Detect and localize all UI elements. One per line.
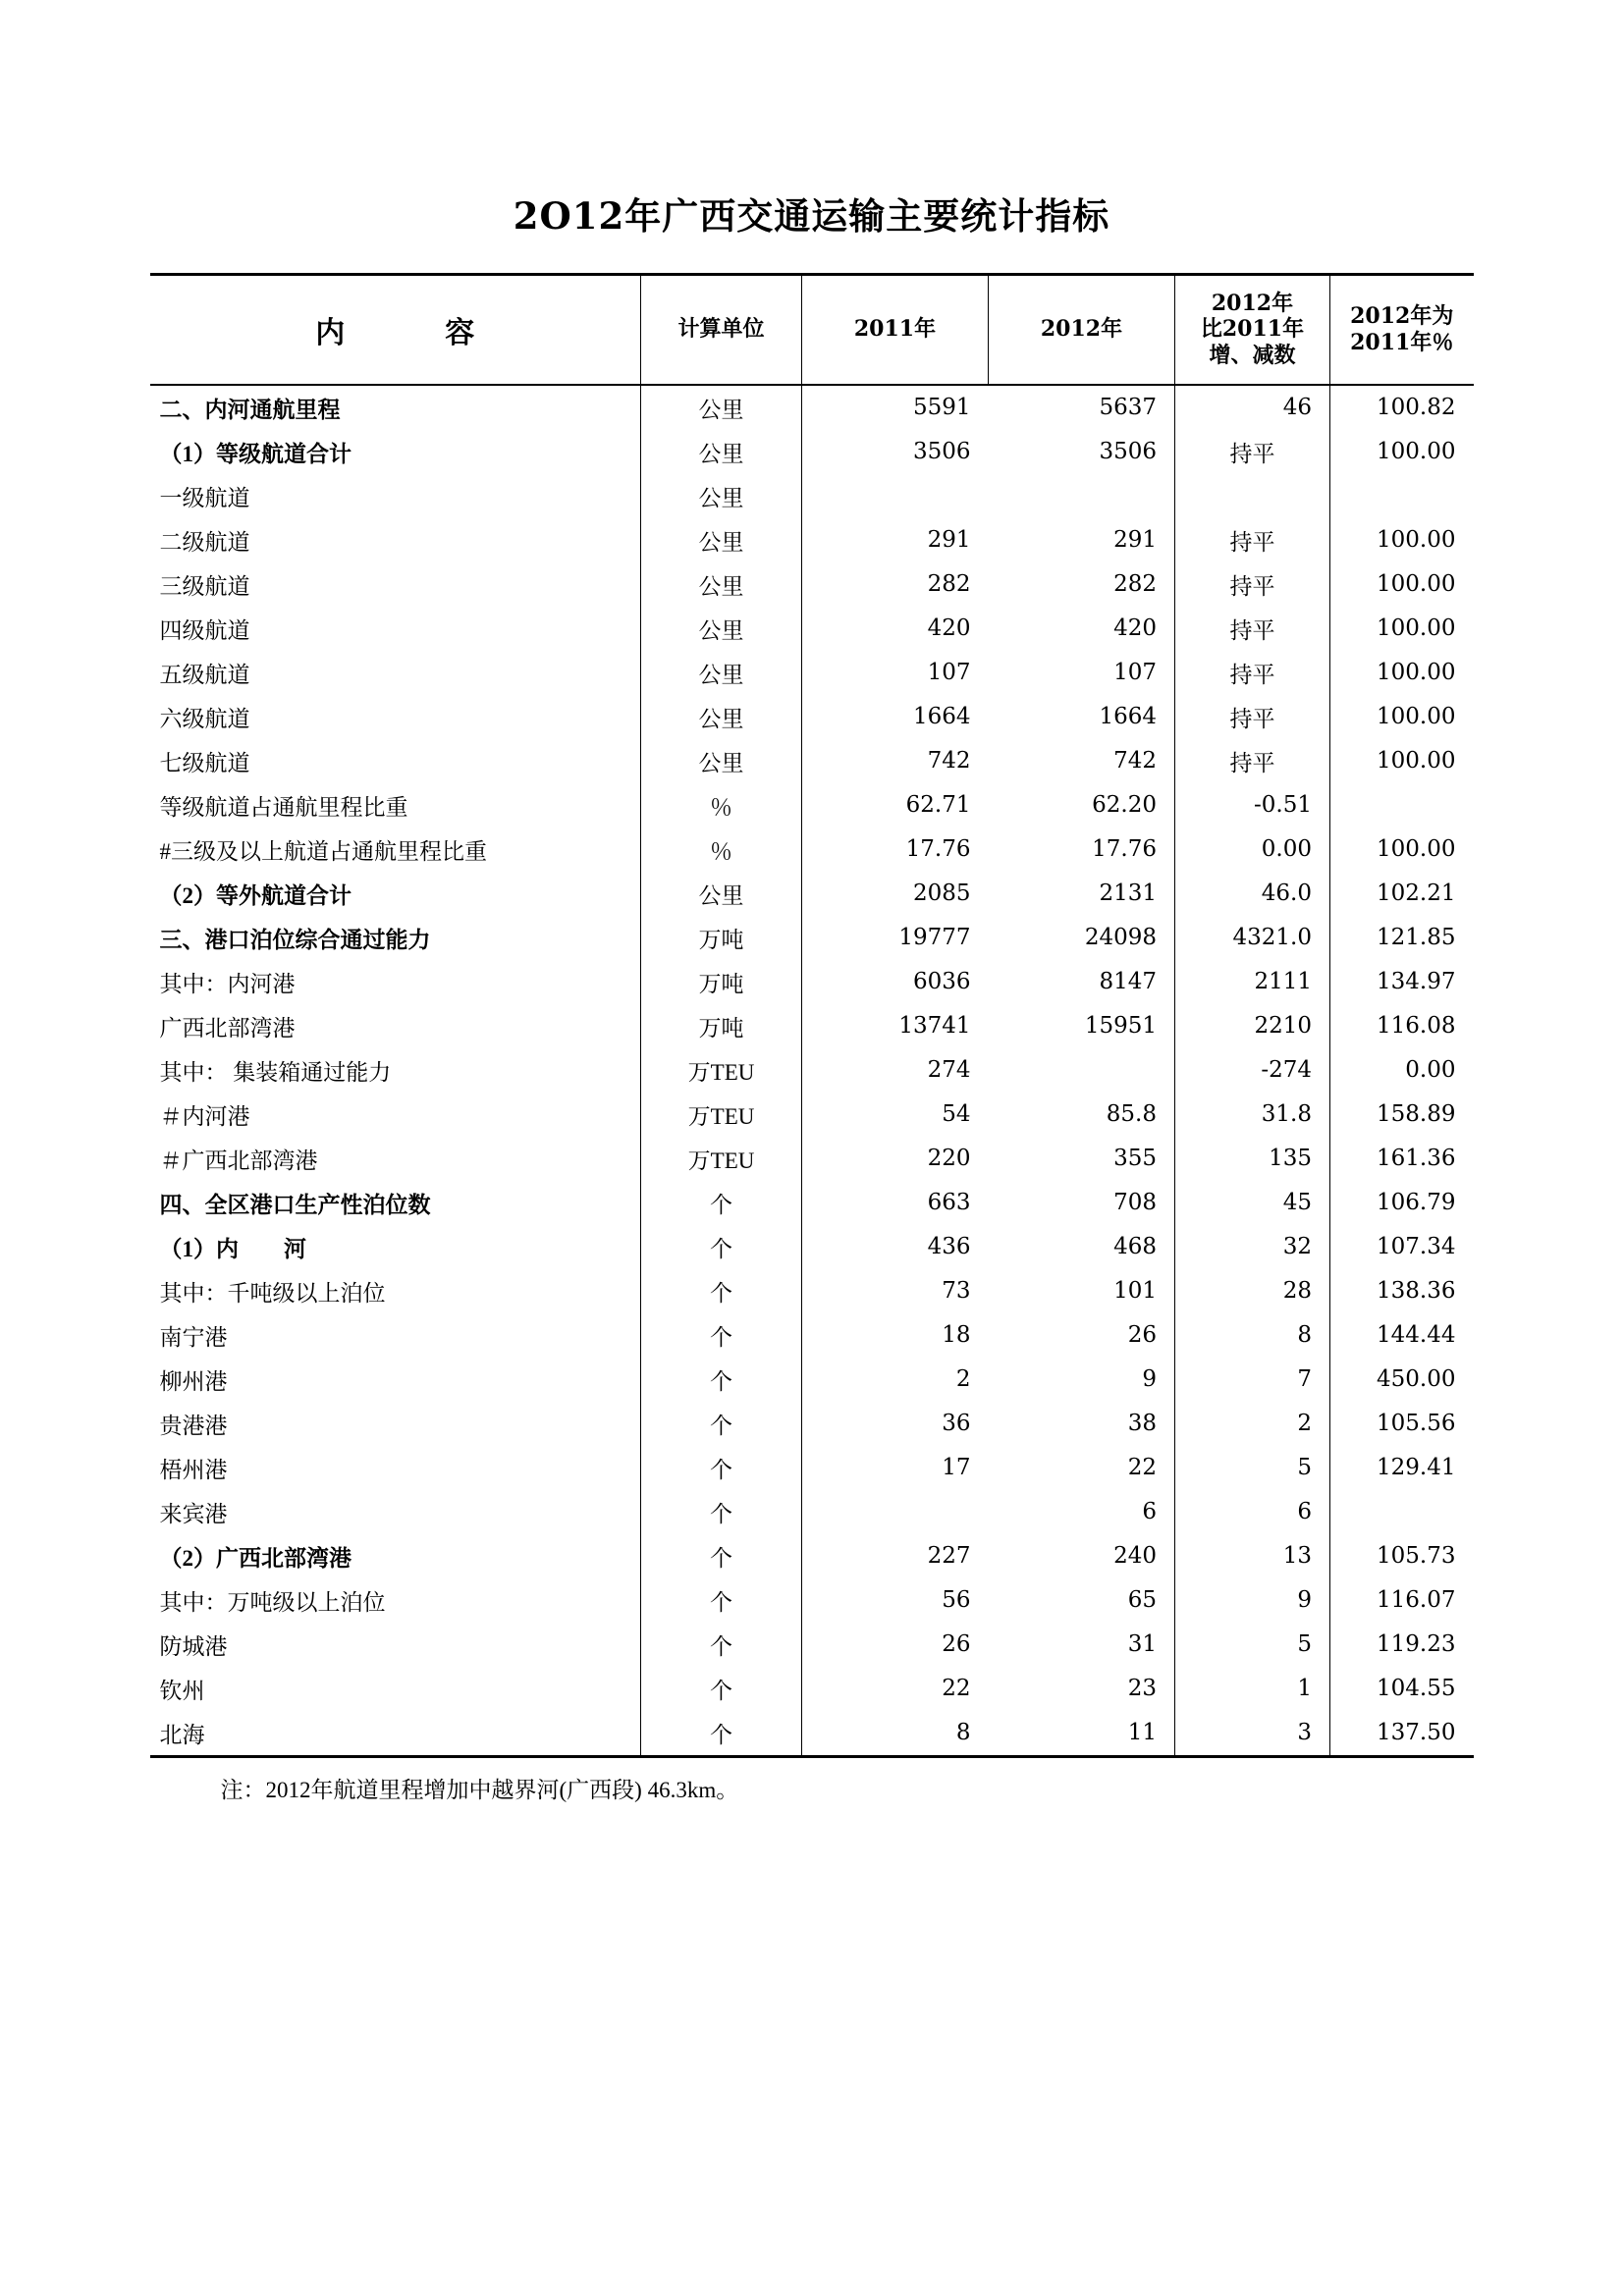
row-value-percent: 105.73 xyxy=(1377,1543,1456,1569)
row-unit: 个 xyxy=(641,1313,802,1358)
row-unit: 个 xyxy=(641,1269,802,1313)
row-value-difference: -274 xyxy=(1175,1048,1330,1093)
row-label: （1）等级航道合计 xyxy=(159,441,352,466)
row-value-2011: 2 xyxy=(955,1366,971,1392)
row-value-2012: 11 xyxy=(989,1711,1175,1757)
table-note: 注：2012年航道里程增加中越界河(广西段) 46.3km。 xyxy=(220,1777,739,1802)
row-unit: 公里 xyxy=(641,474,802,518)
row-label: 防城港 xyxy=(159,1633,228,1659)
row-value-2012: 31 xyxy=(1127,1631,1157,1657)
row-value-difference: 1 xyxy=(1175,1667,1330,1711)
row-value-difference: 28 xyxy=(1175,1269,1330,1313)
row-value-2012: 38 xyxy=(1127,1411,1157,1436)
row-unit: 万吨 xyxy=(641,916,802,960)
row-unit: 个 xyxy=(641,1446,802,1490)
row-value-percent: 129.41 xyxy=(1377,1455,1456,1480)
row-value-2012: 291 xyxy=(1113,527,1157,553)
row-value-difference: 7 xyxy=(1175,1358,1330,1402)
row-value-2011: 62.71 xyxy=(905,792,971,818)
column-header-2011: 2011年 xyxy=(802,275,989,385)
row-label: （2）等外航道合计 xyxy=(159,882,352,908)
row-label: 柳州港 xyxy=(159,1368,228,1394)
row-label: 六级航道 xyxy=(159,706,250,731)
row-value-2012 xyxy=(989,474,1175,518)
row-value-difference: 持平 xyxy=(1175,695,1330,739)
table-row xyxy=(150,960,1474,1004)
row-value-2012: 65 xyxy=(1127,1587,1157,1613)
row-value-percent xyxy=(1330,474,1474,518)
row-value-2011: 56 xyxy=(942,1587,971,1613)
table-body xyxy=(150,385,1474,1757)
row-label: 等级航道占通航里程比重 xyxy=(159,794,408,820)
table-row xyxy=(150,651,1474,695)
row-value-2011: 282 xyxy=(927,571,971,597)
row-value-percent: 107.34 xyxy=(1377,1234,1456,1259)
row-label: ＃广西北部湾港 xyxy=(159,1148,318,1173)
row-value-difference: 持平 xyxy=(1175,607,1330,651)
row-label: 钦州 xyxy=(159,1678,205,1703)
row-unit: 个 xyxy=(641,1711,802,1757)
row-unit: 万TEU xyxy=(641,1093,802,1137)
row-value-2012: 742 xyxy=(1113,748,1157,774)
row-value-2012 xyxy=(989,1048,1175,1093)
row-value-2011: 13741 xyxy=(898,1013,971,1039)
row-value-2011: 22 xyxy=(942,1676,971,1701)
table-row xyxy=(150,518,1474,562)
row-label: 五级航道 xyxy=(159,662,250,687)
row-label: 其中：万吨级以上泊位 xyxy=(159,1589,386,1615)
row-unit: ％ xyxy=(641,828,802,872)
row-value-2011: 36 xyxy=(942,1411,971,1436)
row-value-2012: 22 xyxy=(1127,1455,1157,1480)
row-value-percent: 106.79 xyxy=(1377,1190,1456,1215)
row-label: （1）内 河 xyxy=(159,1236,306,1261)
row-value-2011: 8 xyxy=(802,1711,989,1757)
row-label: 北海 xyxy=(150,1711,641,1757)
table-row xyxy=(150,430,1474,474)
column-header-difference-line1: 2012年 xyxy=(1211,290,1294,316)
row-value-percent: 116.07 xyxy=(1377,1587,1456,1613)
row-unit: 个 xyxy=(641,1402,802,1446)
row-value-percent: 450.00 xyxy=(1377,1366,1456,1392)
table-row xyxy=(150,1711,1474,1757)
row-label: 来宾港 xyxy=(159,1501,228,1526)
row-value-2012: 1664 xyxy=(1099,704,1157,729)
column-header-content: 内 容 xyxy=(150,275,641,385)
table-row xyxy=(150,695,1474,739)
row-value-percent: 100.00 xyxy=(1377,615,1456,641)
row-unit: 公里 xyxy=(641,651,802,695)
row-value-difference: 3 xyxy=(1175,1711,1330,1757)
row-value-2012: 708 xyxy=(1113,1190,1157,1215)
row-unit: 个 xyxy=(641,1225,802,1269)
table-row xyxy=(150,828,1474,872)
row-label: 七级航道 xyxy=(159,750,250,775)
row-value-percent: 105.56 xyxy=(1377,1411,1456,1436)
table-row xyxy=(150,607,1474,651)
row-value-2011: 1664 xyxy=(912,704,971,729)
row-value-2012: 6 xyxy=(1142,1499,1157,1524)
row-label: #三级及以上航道占通航里程比重 xyxy=(159,838,487,864)
table-row xyxy=(150,1578,1474,1623)
table-row xyxy=(150,1004,1474,1048)
table-row xyxy=(150,1181,1474,1225)
column-header-difference xyxy=(1175,275,1330,385)
row-value-2011: 220 xyxy=(927,1146,971,1171)
row-value-2012: 107 xyxy=(1113,660,1157,685)
row-value-difference xyxy=(1175,474,1330,518)
table-row xyxy=(150,1137,1474,1181)
row-value-2012: 8147 xyxy=(1099,969,1157,994)
row-value-2012: 355 xyxy=(1113,1146,1157,1171)
table-row xyxy=(150,1446,1474,1490)
row-unit: 个 xyxy=(641,1578,802,1623)
row-unit: 个 xyxy=(641,1667,802,1711)
table-row xyxy=(150,1225,1474,1269)
row-value-2011 xyxy=(802,1490,989,1534)
row-value-2011: 663 xyxy=(927,1190,971,1215)
row-value-2011: 17.76 xyxy=(905,836,971,862)
row-value-difference: 46 xyxy=(1175,385,1330,430)
table-header xyxy=(150,275,1474,385)
row-value-percent xyxy=(1330,783,1474,828)
row-value-2011: 17 xyxy=(942,1455,971,1480)
row-value-percent: 138.36 xyxy=(1377,1278,1456,1304)
row-label: ＃内河港 xyxy=(159,1103,250,1129)
row-value-difference: -0.51 xyxy=(1175,783,1330,828)
row-value-2012: 2131 xyxy=(1099,881,1157,906)
row-label: （2）广西北部湾港 xyxy=(159,1545,352,1571)
column-header-difference-line2: 比2011年 xyxy=(1200,316,1305,343)
row-value-difference: 8 xyxy=(1175,1313,1330,1358)
row-value-difference: 32 xyxy=(1175,1225,1330,1269)
row-value-percent: 100.82 xyxy=(1377,395,1456,420)
row-value-difference: 6 xyxy=(1175,1490,1330,1534)
row-label: 其中：内河港 xyxy=(159,971,296,996)
table-row xyxy=(150,474,1474,518)
row-value-2011: 54 xyxy=(942,1101,971,1127)
row-unit: 公里 xyxy=(641,518,802,562)
table-row xyxy=(150,1402,1474,1446)
page-title: 2O12年广西交通运输主要统计指标 xyxy=(513,194,1110,238)
row-unit: 万TEU xyxy=(641,1137,802,1181)
table-row xyxy=(150,1667,1474,1711)
row-value-difference: 5 xyxy=(1175,1623,1330,1667)
row-value-percent: 100.00 xyxy=(1377,660,1456,685)
table-row xyxy=(150,872,1474,916)
column-header-unit: 计算单位 xyxy=(641,275,802,385)
row-value-percent: 102.21 xyxy=(1377,881,1456,906)
row-unit: 万TEU xyxy=(641,1048,802,1093)
row-value-percent: 100.00 xyxy=(1377,527,1456,553)
row-unit: 个 xyxy=(641,1490,802,1534)
row-unit: 个 xyxy=(641,1534,802,1578)
row-value-percent: 116.08 xyxy=(1377,1013,1456,1039)
row-value-difference: 持平 xyxy=(1175,739,1330,783)
table-row xyxy=(150,562,1474,607)
row-value-difference: 2111 xyxy=(1175,960,1330,1004)
row-value-difference: 9 xyxy=(1175,1578,1330,1623)
row-value-2012: 23 xyxy=(1127,1676,1157,1701)
row-value-2011: 3506 xyxy=(912,439,971,464)
row-value-percent: 121.85 xyxy=(1377,925,1456,950)
column-header-difference-line3: 增、减数 xyxy=(1209,343,1296,369)
row-value-2012: 468 xyxy=(1113,1234,1157,1259)
row-value-2012: 101 xyxy=(1113,1278,1157,1304)
row-unit: 个 xyxy=(641,1181,802,1225)
row-value-difference: 31.8 xyxy=(1175,1093,1330,1137)
table-row xyxy=(150,916,1474,960)
row-value-2012: 24098 xyxy=(1084,925,1157,950)
row-value-2011: 420 xyxy=(927,615,971,641)
table-row xyxy=(150,1313,1474,1358)
table-row xyxy=(150,385,1474,430)
row-value-percent: 144.44 xyxy=(1377,1322,1456,1348)
row-value-2012: 26 xyxy=(1127,1322,1157,1348)
row-value-percent: 158.89 xyxy=(1377,1101,1456,1127)
row-value-difference: 4321.0 xyxy=(1175,916,1330,960)
row-label: 其中：千吨级以上泊位 xyxy=(159,1280,386,1306)
row-label: 其中： 集装箱通过能力 xyxy=(159,1059,392,1085)
row-value-2011: 2085 xyxy=(912,881,971,906)
table-row xyxy=(150,1534,1474,1578)
row-label: 梧州港 xyxy=(159,1457,228,1482)
row-value-difference: 13 xyxy=(1175,1534,1330,1578)
row-value-percent xyxy=(1330,1490,1474,1534)
row-value-2012: 15951 xyxy=(1084,1013,1157,1039)
row-value-2012: 3506 xyxy=(1099,439,1157,464)
row-unit: 公里 xyxy=(641,872,802,916)
row-label: 南宁港 xyxy=(159,1324,228,1350)
row-value-2011: 5591 xyxy=(912,395,971,420)
row-value-difference: 135 xyxy=(1175,1137,1330,1181)
row-value-2011: 742 xyxy=(927,748,971,774)
row-unit: 公里 xyxy=(641,739,802,783)
row-value-2012: 85.8 xyxy=(1106,1101,1157,1127)
row-value-percent: 100.00 xyxy=(1377,571,1456,597)
row-value-difference: 45 xyxy=(1175,1181,1330,1225)
row-label: 贵港港 xyxy=(159,1413,228,1438)
row-value-difference: 持平 xyxy=(1175,651,1330,695)
row-value-2011: 26 xyxy=(942,1631,971,1657)
table-row xyxy=(150,1358,1474,1402)
row-value-percent: 100.00 xyxy=(1377,836,1456,862)
row-value-difference: 2210 xyxy=(1175,1004,1330,1048)
row-value-difference: 46.0 xyxy=(1175,872,1330,916)
row-label: 四级航道 xyxy=(159,617,250,643)
table-row xyxy=(150,1048,1474,1093)
row-value-2011: 291 xyxy=(927,527,971,553)
column-header-percent xyxy=(1330,275,1474,385)
row-value-2011: 19777 xyxy=(898,925,971,950)
row-value-2012: 5637 xyxy=(1099,395,1157,420)
row-label: 三级航道 xyxy=(159,573,250,599)
table-row xyxy=(150,739,1474,783)
row-value-percent: 100.00 xyxy=(1377,748,1456,774)
row-value-2011: 73 xyxy=(942,1278,971,1304)
row-unit: 公里 xyxy=(641,430,802,474)
row-value-2011: 274 xyxy=(927,1057,971,1083)
row-value-percent: 134.97 xyxy=(1377,969,1456,994)
column-header-percent-line1: 2012年为 xyxy=(1350,302,1454,329)
row-value-2011: 107 xyxy=(927,660,971,685)
row-value-2011 xyxy=(802,474,989,518)
row-value-2012: 282 xyxy=(1113,571,1157,597)
row-value-percent: 100.00 xyxy=(1377,439,1456,464)
table-row xyxy=(150,783,1474,828)
row-unit: 个 xyxy=(641,1358,802,1402)
row-value-2012: 9 xyxy=(1142,1366,1157,1392)
table-row xyxy=(150,1490,1474,1534)
row-value-difference: 2 xyxy=(1175,1402,1330,1446)
table-row xyxy=(150,1269,1474,1313)
row-unit: 个 xyxy=(641,1623,802,1667)
row-value-percent: 100.00 xyxy=(1377,704,1456,729)
column-header-2012: 2012年 xyxy=(989,275,1175,385)
table-row xyxy=(150,1093,1474,1137)
row-value-difference: 持平 xyxy=(1175,518,1330,562)
row-value-percent: 104.55 xyxy=(1377,1676,1456,1701)
row-value-2012: 240 xyxy=(1113,1543,1157,1569)
row-value-2012: 420 xyxy=(1113,615,1157,641)
row-value-percent: 0.00 xyxy=(1405,1057,1456,1083)
row-value-2011: 18 xyxy=(942,1322,971,1348)
row-unit: 万吨 xyxy=(641,1004,802,1048)
row-value-2011: 6036 xyxy=(912,969,971,994)
row-label: 一级航道 xyxy=(159,485,250,510)
row-value-difference: 持平 xyxy=(1175,430,1330,474)
row-label: 二级航道 xyxy=(159,529,250,555)
statistics-table xyxy=(150,273,1474,1758)
row-unit: 公里 xyxy=(641,562,802,607)
row-value-2012: 62.20 xyxy=(1092,792,1157,818)
row-value-percent: 119.23 xyxy=(1377,1631,1456,1657)
row-unit: 公里 xyxy=(641,385,802,430)
row-unit: 万吨 xyxy=(641,960,802,1004)
column-header-percent-line2: 2011年％ xyxy=(1350,329,1454,355)
row-value-difference: 0.00 xyxy=(1175,828,1330,872)
row-value-difference: 持平 xyxy=(1175,562,1330,607)
table-row xyxy=(150,1623,1474,1667)
row-label: 三、港口泊位综合通过能力 xyxy=(159,927,431,952)
row-value-percent: 161.36 xyxy=(1377,1146,1456,1171)
row-value-percent: 137.50 xyxy=(1330,1711,1474,1757)
row-unit: 公里 xyxy=(641,607,802,651)
row-unit: 公里 xyxy=(641,695,802,739)
row-value-2012: 17.76 xyxy=(1092,836,1157,862)
row-label: 四、全区港口生产性泊位数 xyxy=(159,1192,431,1217)
row-unit: ％ xyxy=(641,783,802,828)
row-label: 二、内河通航里程 xyxy=(159,397,341,422)
row-value-2011: 227 xyxy=(927,1543,971,1569)
row-label: 广西北部湾港 xyxy=(159,1015,296,1041)
row-value-2011: 436 xyxy=(927,1234,971,1259)
row-value-difference: 5 xyxy=(1175,1446,1330,1490)
